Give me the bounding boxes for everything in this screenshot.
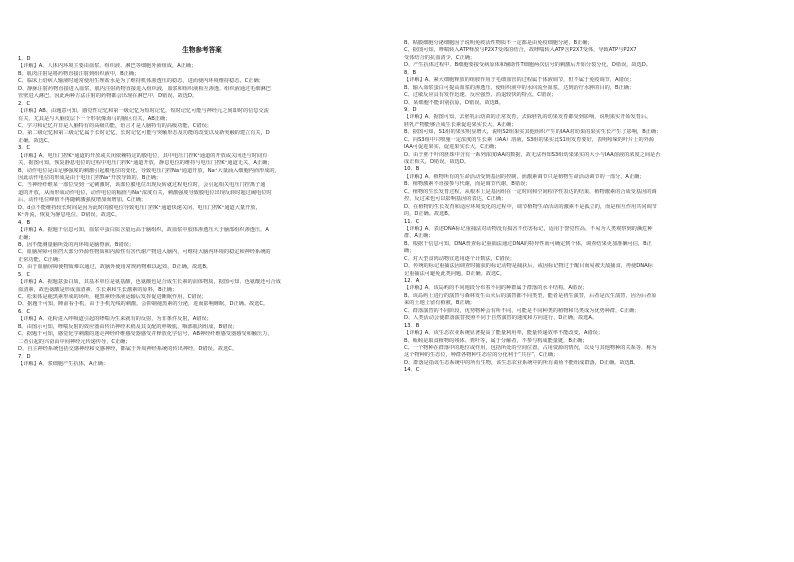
text-line: 12．A [404, 278, 420, 284]
text-line: B、由图示可知，哮喘反射的效应器由传出神经末梢及其支配的呼吸肌、咽部肌肉组成，B错误； [18, 323, 238, 330]
text-line: B、蚯蚓是取食植物的残体、粪叶等，属于分解者，不参与构成能量链，B正确； [404, 337, 588, 344]
text-line: 道的开放，从而形成动作电位，动作电位的幅值与Na⁺浓度有关，刺激强度导致膜电位出现反转时超过阈电位时 [18, 189, 272, 196]
text-line: 【详解】A、据题干信息可知，血浆中蛋白质含量远高于脑组织，故血浆中胶体渗透压大于脑部组织渗透压，A [18, 227, 269, 234]
text-line: 正确； [18, 234, 34, 241]
right-column-lines [404, 40, 756, 375]
text-line: C、据题干可知，感觉化学刺激的迷走神经纤维感受器感受并释放化学信号，AB神经纤维感受器感受和触压力， [18, 331, 273, 338]
left-column [18, 44, 370, 368]
text-line: B、因不能测量脑所处的内环境是脑脊液，B错误； [18, 241, 135, 248]
text-line: 群，A正确； [404, 233, 434, 240]
text-line: 因此动作电位的形成是由于电压门控Na⁺开放导致的，B正确； [18, 175, 162, 181]
text-line: 【详解】A、花粉进入呼吸道引起的哮喘为生来就有的反射，为非条件反射，A错误； [18, 316, 212, 323]
text-line: 记重捕法可避免此类问题，D正确。故选C。 [404, 270, 505, 277]
text-line: 【详解】A、该岛屿的不同地段分布着不同的种群属于群落的水平结构，A错误； [404, 285, 588, 292]
text-line: D、第二级记忆和第三级记忆属于长时记忆，长时记忆可能与突触形态及功能的改变以及新突触的建立有关，D [18, 130, 270, 137]
text-line: C、临床上给病人输液时通常使用生理盐水是为了维持机体渗透压的稳态，进而使内环境维持稳态，C正确； [18, 78, 264, 85]
text-line: 11．C [404, 218, 420, 225]
text-line: B、动作电位是由足够强度的刺激引起膜电位的变化，导致电压门控Na⁺通道开放，Na⁺大量涌入细胞内而形成的， [18, 167, 280, 174]
text-line: 正确。故选C。 [18, 137, 53, 144]
text-line: 8．B [404, 69, 417, 76]
text-line: D、某细胞不能识别抗原，D错误。故选B。 [404, 99, 504, 106]
text-line: 7．D [18, 353, 31, 360]
text-line: C、学习和记忆并非是人脑特有的高级功能，语言才是人脑特有的高级功能，C错误； [18, 122, 212, 129]
text-line: IAA可促进果实，促进果实长大，C正确； [404, 144, 500, 151]
text-line: D、d点不能维持较长时间是因为此时的膜电位导致电压门控K⁺通道快速关闭，电压门控K⁺通道大量开放， [18, 204, 261, 211]
text-line: 4．B [18, 219, 31, 226]
text-line: D、自主神经系统包括交感神经和交感神经，都属于外周神经系统的传出神经，D错误。故选C。 [18, 346, 238, 353]
text-line: B、据图可知，S1组的果实明显增大，说明S2组果实其他组织产生的IAA对幼果的果实生长产生了影响，B正确； [404, 129, 662, 136]
text-line: 10．B [404, 166, 420, 173]
text-line: D、人类活动会使群落演替按照不同于自然演替的速度和方向进行，D正确。故选A。 [404, 315, 598, 322]
text-line: D、群落是指该生态系统中的所有生物，该生态农业系统中的所有禽鱼不能组成群落，D正确。故选B。 [404, 359, 639, 366]
text-line: 确； [404, 248, 415, 255]
text-line: C、松果体是褪黑素形成的场所，褪黑素经体液运输后发挥促进睡眠作用，C错误； [18, 294, 207, 300]
text-line: 6．C [18, 308, 31, 315]
text-line: 【详解】A、据图可知，去胚乳后幼苗的正常发育，去除胚乳的幼果发育都受到影响，说明果实开始发育后， [404, 114, 652, 121]
text-line: B、输入血浆蛋白可提高血浆的渗透压，使组织液中的水回流至血浆，达到治疗水肿的目的，B正确； [404, 84, 635, 91]
text-line: 这个物种的生态位，种群各物种生态位的分化利于“共存”，C正确； [404, 352, 559, 359]
text-line: 控，反过来也可以影响基因的表达，C正确； [404, 196, 507, 203]
text-line: 来的土地上留有植被，B正确； [404, 300, 475, 307]
text-line: 关，据图可知，恢复静息电位的过程中电压门控K⁺通道开放，静息电位的维持与电压门控K⁺通道无关，A正确； [18, 160, 273, 167]
text-line: 【详解】A、浆细胞产生抗体，A正确； [18, 360, 109, 367]
text-line: K⁺外流，恢复为静息电位，D错误。故选C。 [18, 212, 120, 219]
text-line: 【详解】A、据题意蛋白质，其基本单位是氨基酸，色氨酸也是合成生长素的前体物质，据图可知，色氨酸还可合成 [18, 279, 281, 286]
text-line: 13．B [404, 322, 420, 329]
text-line: B、根据干信息可知，DNA普查标记重捕法通过DNA的特异性而可确定到个体，调查结果更加准确可信，B正 [404, 240, 652, 247]
text-line: 【详解】A、人体内环境主要由血浆、组织液、淋巴等细胞外液组成，A正确； [18, 63, 197, 70]
text-line: 2．C [18, 100, 31, 107]
text-line: 【详解】A、紧大细胞释放的组胺作用于毛细血管的过程属于体液调节，但不属于免疫调节，A错误； [404, 77, 635, 84]
text-line: D、产生抗体过程中，B细胞要接受病原体和辅助性T细胞两次信号的刺激后开始分裂分化，D错误。故选D。 [404, 62, 651, 69]
text-line: 正常功能，C正确； [18, 256, 64, 263]
text-line: 的，D正确。故选B。 [404, 211, 454, 218]
text-line: D、静脉注射药物直接进入血浆，肌内注射药物直接进入组织液，血浆和组织液相互渗透，组织液通过毛细淋巴 [18, 85, 271, 92]
text-line: D、在植物的生长发育和适应环境变化的过程中，调节植物生命活动的激素不是孤立的，而是相互作用共同调节 [404, 203, 657, 210]
text-line: D、传统的标记重捕法因调查时捕获的标记动物是捕获后，或因标记物过于醒目而易被天敌捕食，再使DNA标 [404, 263, 653, 270]
text-line: 1．D [18, 56, 31, 62]
text-line: D、由于血脑屏障使物质难以通过，故脑外使用常规药物难以起效，D正确。故选B。 [18, 264, 212, 271]
text-line: C、过敏反应具有发作迅速、反应强烈、消退较快的特点，C错误； [404, 92, 557, 99]
text-line: 14．C [404, 367, 420, 374]
text-line: C、群落演替的不同阶段，优势物种会有所不同，可能是不同种类的植物和鸟类成为优势种群，C正确； [404, 307, 640, 314]
text-line: 【详解】A、电压门控K⁺通道的开放或关闭依赖特定的膜电位，其中电压门控K⁺通道的开放或关闭还与时间有 [18, 152, 268, 159]
text-line: C、当神经纤维某一部位受到一定刺激时，该部位膜电位出现反转就过程电位时，会引起相关电压门控离子通 [18, 182, 266, 189]
text-line: B、粘膜细胞分泌细胞因子说明免疫活性物质不一定都是由免疫细胞分泌，B正确； [404, 40, 593, 46]
text-line: C、向S3组中只喷施一定浓度的生长素（IAA）溶液，S3组的果实比S1组发育要好，表明吲哚的叶片上的外源 [404, 136, 655, 143]
text-line: B、植物激素不直接参与代谢，而是调节代谢，B错误； [404, 181, 531, 188]
text-line: B、该岛屿上进行的演替与森林发生山火后的演替都不同类型，能者是初生演替，后者是次生演替，因为后者原 [404, 292, 657, 299]
text-line: 二者引起的兴奋由中间神经元传递传导，C正确； [18, 338, 131, 345]
text-line: C、据图可知，哮喘转入ATP释放与P2X7受体的结合，故哮喘转入ATP含P2X7受体，导致ATP与P2X7 [404, 47, 637, 54]
text-line: C、植物的生长发育过程，从根本上是基因组在一定时间和空间程序性表达的结果，植物激素的合成受基因的调 [404, 188, 657, 195]
text-line: 5．C [18, 271, 31, 278]
text-line: 有关，尤其是与大脑皮层下一个形状像海马的脑区有关，AB正确； [18, 115, 171, 122]
text-line: 受体结合的抗血清少，C正确； [404, 54, 476, 61]
text-line: C、血脑屏障可阻挡大部分外源性物质和内源性有害代谢产物进入脑内，可维持大脑内环境的稳定和神经系统的 [18, 249, 271, 256]
text-line: 血清素，故色氨酸是形成血清素、生长素和生长激素的原料，B正确； [18, 286, 178, 293]
text-line: 【详解】A、表述DNA标记重捕法对动物没有损害不伤害标记，适用于警觉性高，不易为人类观察到的濒危种 [404, 225, 653, 232]
right-column [404, 40, 756, 375]
text-line: 【详解】A、植物所有的生命活动受到基因的控制，而激素调节只是植物生命活动调节的一部分，A正确； [404, 173, 645, 180]
doc-title: 生物参考答案 [182, 46, 222, 54]
text-line: D、据题干可知，睡前看手机，由于手机光线的刺激，会抑制褪黑素的分泌，进而影响睡眠，D正确。故选C。 [18, 301, 269, 308]
text-line: 胚乳产物能够合成生长素促进果实长大，A正确； [404, 121, 517, 128]
text-line: 【详解】AB、由题意可知，感觉性记忆和第一级记忆为短时记忆，短时记忆可能与神经元之间即时的信息交流 [18, 108, 269, 115]
text-line: 【详解】A、该生态农业系统显著提高了能量利用率，能量传递效率不能改变，A错误； [404, 330, 604, 337]
text-line: 后，动作电位峰值不再随刺激强度增加而增加，C正确； [18, 197, 147, 204]
text-line: 成正相关，D错误。故选D。 [404, 159, 470, 165]
text-line: B、肌肉注射是将药物直接注射到组织液中，B正确； [18, 70, 140, 77]
text-line: 3．C [18, 145, 31, 152]
left-column-lines [18, 56, 370, 368]
text-line: 9．D [404, 106, 417, 113]
text-line: C、一个物种在群落中的地位或作用，包括所处的空间位置，占用资源的情况，以及与其他物种的关系等，称为 [404, 344, 657, 351]
text-line: 管壁进入淋巴，因此两种方法注射的药物都会出现在淋巴中，D错误。故选D。 [18, 93, 198, 100]
text-line: C、对大型食肉动物宜选用逐个计数法，C错误； [404, 255, 515, 262]
text-line: D、由于胚干叶的胚珠中含有一系列浓度IAA的数据，故无法得知S3组幼果果实的大小与IAA溶液的浓度之间是否 [404, 151, 661, 158]
